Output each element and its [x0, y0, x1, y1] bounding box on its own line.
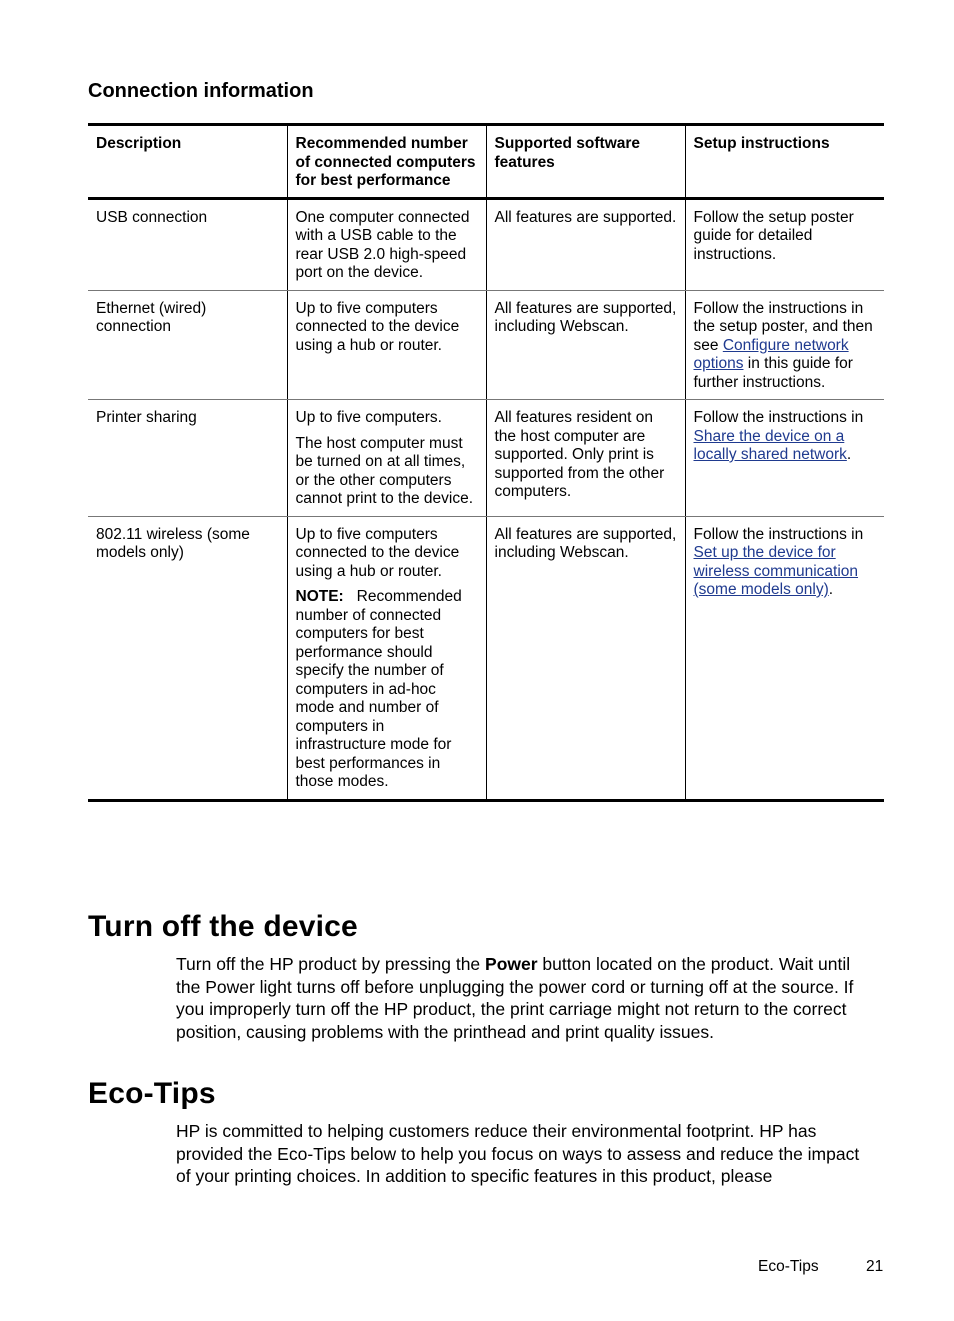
- cell-text: Up to five computers connected to the device using a hub or router.: [295, 299, 460, 354]
- cell-description: Ethernet (wired) connection: [88, 290, 287, 400]
- configure-network-options-link[interactable]: Configure network options: [693, 336, 849, 372]
- setup-text-pre: Follow the instructions in: [693, 409, 864, 426]
- cell-features: All features are supported.: [486, 198, 685, 290]
- setup-text-post: .: [828, 581, 834, 598]
- cell-setup: [685, 400, 884, 517]
- cell-recommended: [287, 290, 486, 400]
- connection-table: [88, 123, 884, 802]
- header-recommended: Recommended number of connected computers for best performance: [287, 125, 486, 199]
- table-header-row: [88, 125, 884, 199]
- cell-features: All features resident on the host computer are supported. Only print is supported from the other computers.: [486, 400, 685, 517]
- turn-off-paragraph: [176, 953, 876, 1043]
- cell-description: USB connection: [88, 198, 287, 290]
- cell-text: One computer connected with a USB cable to the rear USB 2.0 high-speed port on the device.: [295, 208, 470, 281]
- cell-features: All features are supported, including Webscan.: [486, 290, 685, 400]
- cell-features: All features are supported, including Webscan.: [486, 516, 685, 800]
- footer-section-name: Eco-Tips: [758, 1258, 819, 1275]
- note: [296, 588, 478, 792]
- turn-off-text-before: Turn off the HP product by pressing the: [176, 954, 486, 974]
- note-text: Recommended number of connected computers for best performance should specify the number of computers in ad-hoc mode and number of computers in infrastructure mode for best performances in those modes.: [295, 588, 462, 790]
- connection-information-heading: Connection information: [88, 80, 314, 102]
- header-features: Supported software features: [486, 125, 685, 199]
- cell-recommended: [287, 516, 486, 800]
- power-bold: Power: [485, 954, 538, 974]
- table-row-usb: [88, 198, 884, 290]
- page-number: 21: [866, 1258, 884, 1275]
- header-setup: Setup instructions: [685, 125, 884, 199]
- turn-off-heading: Turn off the device: [88, 910, 358, 943]
- cell-recommended: [287, 198, 486, 290]
- table-row-ethernet: [88, 290, 884, 400]
- table-row-wireless: [88, 516, 884, 800]
- eco-tips-paragraph: HP is committed to helping customers reduce their environmental footprint. HP has provided the Eco-Tips below to help you focus on ways to assess and reduce the impact of your printing choices. In addition to specific features in this product, please: [176, 1121, 860, 1186]
- cell-recommended: [287, 400, 486, 517]
- cell-description: 802.11 wireless (some models only): [88, 516, 287, 800]
- share-device-link[interactable]: Share the device on a locally shared network: [693, 427, 847, 463]
- cell-text: Up to five computers connected to the device using a hub or router.: [295, 525, 460, 580]
- setup-text-pre: Follow the instructions in the setup poster, and then see: [693, 299, 873, 354]
- cell-text: The host computer must be turned on at all times, or the other computers cannot print to the device.: [295, 434, 474, 507]
- cell-setup: [685, 290, 884, 400]
- table-row-printer-sharing: [88, 400, 884, 517]
- setup-text-pre: Follow the instructions in: [693, 525, 864, 543]
- setup-text-post: in this guide for further instructions.: [693, 355, 853, 391]
- cell-setup: Follow the setup poster guide for detailed instructions.: [685, 198, 884, 290]
- cell-description: Printer sharing: [88, 400, 287, 517]
- wireless-setup-link[interactable]: Set up the device for wireless communication (some models only): [693, 544, 859, 598]
- note-label: NOTE:: [295, 588, 344, 605]
- setup-text-post: .: [846, 446, 852, 463]
- turn-off-text-after: button located on the product. Wait until the Power light turns off before unplugging the power cord or turning off at the source. If you improperly turn off the HP product, the print carriage might not return to the correct position, causing problems with the printhead and print quality issues.: [176, 954, 854, 1042]
- cell-setup: [685, 516, 884, 800]
- header-description: Description: [88, 125, 287, 199]
- cell-text: Up to five computers.: [295, 409, 442, 426]
- eco-tips-heading: Eco-Tips: [88, 1077, 216, 1110]
